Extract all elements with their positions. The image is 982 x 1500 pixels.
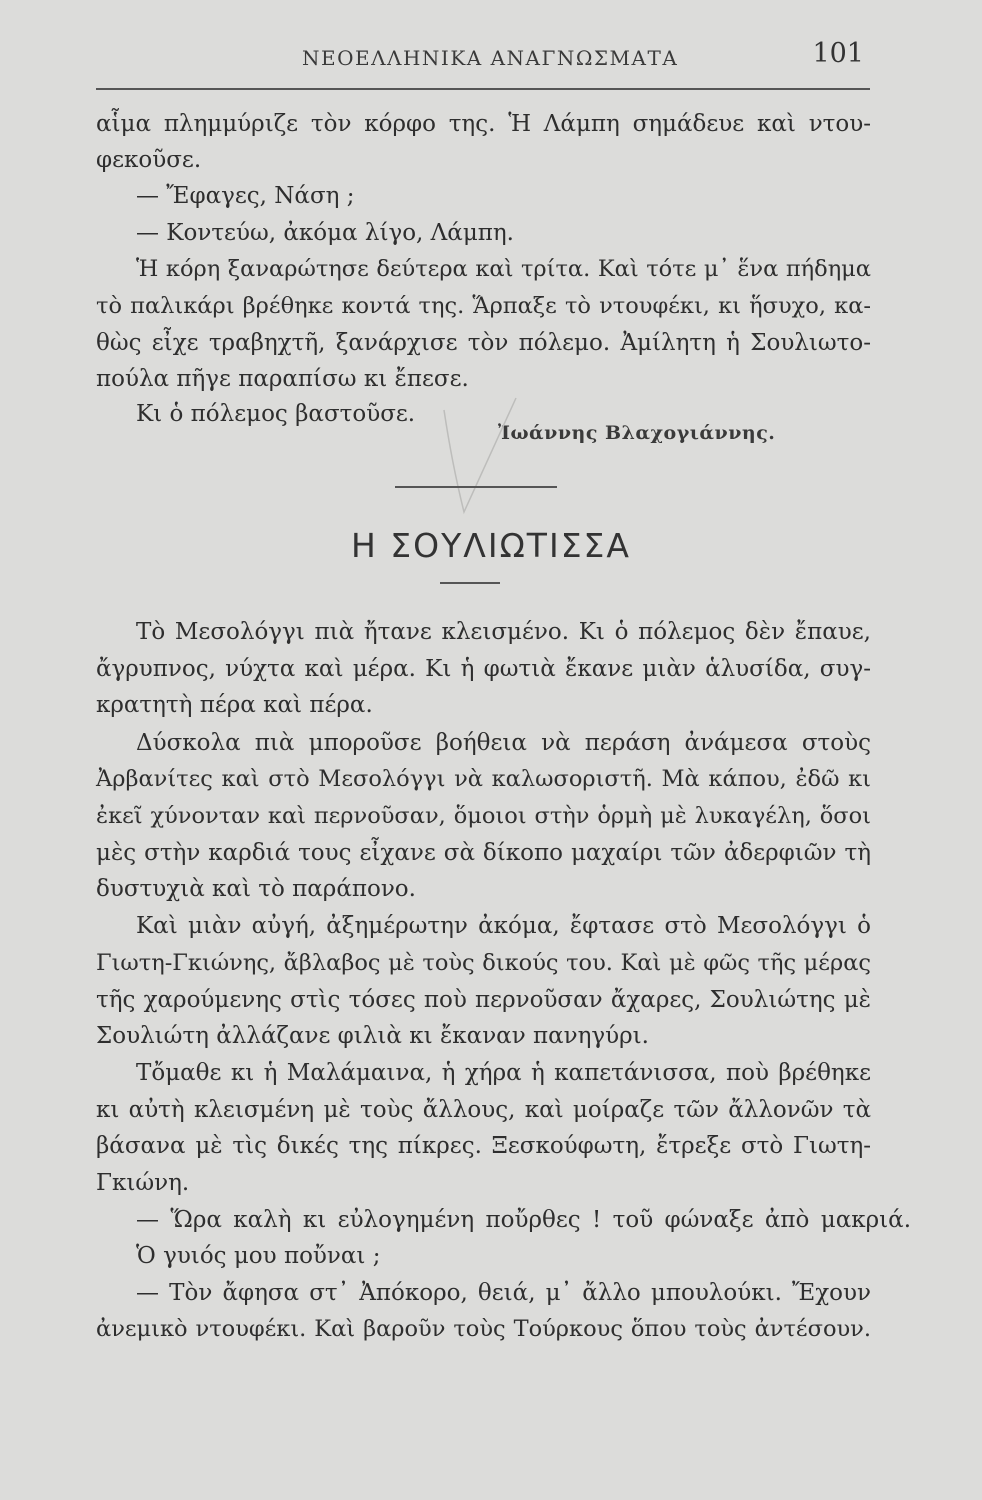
text-line: κι αὐτὴ κλεισμένη μὲ τοὺς ἄλλους, καὶ μοίραζε τῶν ἄλλονῶν τὰ (96, 1097, 871, 1123)
text-line: φεκοῦσε. (96, 147, 202, 173)
text-line: Τὄμαθε κι ἡ Μαλάμαινα, ἡ χήρα ἡ καπετάνισσα, ποὺ βρέθηκε (136, 1060, 871, 1086)
header-rule (96, 88, 870, 90)
dialogue-line: — Ὥρα καλὴ κι εὐλογημένη ποὔρθες ! τοῦ φώναξε ἀπὸ μακριά. (136, 1207, 911, 1233)
text-line: ἐκεῖ χύνονταν καὶ περνοῦσαν, ὅμοιοι στὴν ὁρμὴ μὲ λυκαγέλη, ὅσοι (96, 803, 871, 829)
text-line: Καὶ μιὰν αὐγή, ἀξημέρωτην ἀκόμα, ἔφτασε στὸ Μεσολόγγι ὁ (136, 913, 871, 939)
author-signature: Ἰωάννης Βλαχογιάννης. (498, 422, 776, 444)
text-line: τῆς χαρούμενης στὶς τόσες ποὺ περνοῦσαν ἄχαρες, Σουλιώτης μὲ (96, 987, 871, 1013)
text-line: Τὸ Μεσολόγγι πιὰ ἤτανε κλεισμένο. Κι ὁ πόλεμος δὲν ἔπαυε, (136, 619, 871, 645)
text-line: ἀνεμικὸ ντουφέκι. Καὶ βαροῦν τοὺς Τούρκους ὅπου τοὺς ἀντέσουν. (96, 1316, 871, 1342)
text-line: κρατητὴ πέρα καὶ πέρα. (96, 692, 373, 718)
title-underline (440, 582, 500, 584)
section-divider (395, 486, 557, 488)
text-line: Γιωτη-Γκιώνης, ἄβλαβος μὲ τοὺς δικούς του. Καὶ μὲ φῶς τῆς μέρας (96, 950, 871, 976)
text-line: Γκιώνη. (96, 1170, 190, 1196)
text-line: βάσανα μὲ τὶς δικές της πίκρες. Ξεσκούφωτη, ἔτρεξε στὸ Γιωτη- (96, 1133, 871, 1159)
page-number: 101 (812, 38, 864, 69)
text-line: Σουλιώτη ἀλλάζανε φιλιὰ κι ἔκαναν πανηγύρι. (96, 1023, 649, 1049)
text-line: δυστυχιὰ καὶ τὸ παράπονο. (96, 876, 416, 902)
text-line: Δύσκολα πιὰ μποροῦσε βοήθεια νὰ περάση ἀνάμεσα στοὺς (136, 730, 871, 756)
text-line: Ἀρβανίτες καὶ στὸ Μεσολόγγι νὰ καλωσοριστῆ. Μὰ κάπου, ἐδῶ κι (96, 766, 871, 792)
dialogue-line: — Τὸν ἄφησα στ᾿ Ἀπόκορο, θειά, μ᾿ ἄλλο μπουλούκι. Ἔχουν (136, 1280, 871, 1306)
section-title: Η ΣΟΥΛΙΩΤΙΣΣΑ (351, 526, 631, 565)
running-title: ΝΕΟΕΛΛΗΝΙΚΑ ΑΝΑΓΝΩΣΜΑΤΑ (302, 46, 679, 70)
text-line: ἄγρυπνος, νύχτα καὶ μέρα. Κι ἡ φωτιὰ ἔκανε μιὰν ἁλυσίδα, συγ- (96, 656, 871, 682)
text-line: Κι ὁ πόλεμος βαστοῦσε. (136, 401, 416, 427)
dialogue-line: — Κοντεύω, ἀκόμα λίγο, Λάμπη. (136, 220, 514, 246)
text-line: θὼς εἶχε τραβηχτῆ, ξανάρχισε τὸν πόλεμο. Ἀμίλητη ἡ Σουλιωτο- (96, 330, 871, 356)
text-line: μὲς στὴν καρδιά τους εἶχανε σὰ δίκοπο μαχαίρι τῶν ἀδερφιῶν τὴ (96, 840, 871, 866)
dialogue-line: — Ἔφαγες, Νάση ; (136, 183, 355, 209)
pencil-mark (420, 380, 560, 520)
text-line: αἷμα πλημμύριζε τὸν κόρφο της. Ἡ Λάμπη σημάδευε καὶ ντου- (96, 111, 871, 137)
text-line: πούλα πῆγε παραπίσω κι ἔπεσε. (96, 366, 469, 392)
dialogue-line: Ὁ γυιός μου ποὔναι ; (136, 1243, 381, 1269)
text-line: τὸ παλικάρι βρέθηκε κοντά της. Ἅρπαξε τὸ ντουφέκι, κι ἥσυχο, κα- (96, 293, 871, 319)
text-line: Ἡ κόρη ξαναρώτησε δεύτερα καὶ τρίτα. Καὶ τότε μ᾿ ἕνα πήδημα (136, 256, 871, 282)
page-header (96, 38, 876, 78)
